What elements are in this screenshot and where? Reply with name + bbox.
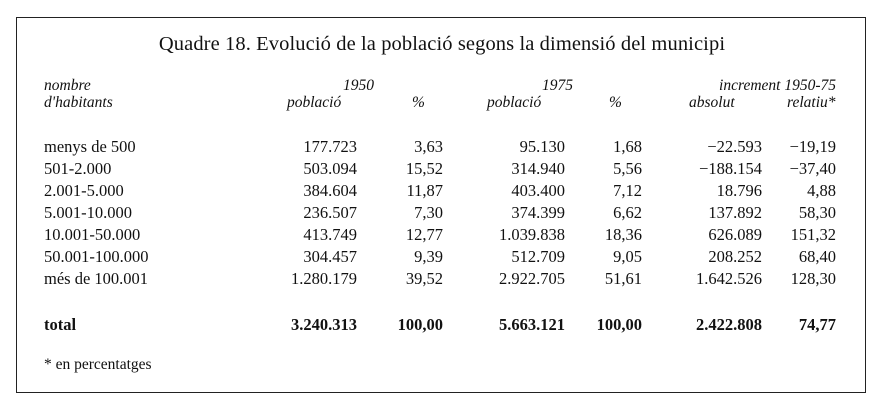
- cell-pop-1950: 1.280.179: [291, 269, 357, 288]
- cell-pop-1975: 314.940: [511, 159, 565, 178]
- cell-abs: 1.642.526: [696, 269, 762, 288]
- cell-pct-1975: 7,12: [613, 181, 642, 200]
- cell-rel: −37,40: [789, 159, 836, 178]
- cell-pct-1975: 18,36: [604, 225, 642, 244]
- cell-pct-1975: 5,56: [613, 159, 642, 178]
- cell-abs: −188.154: [699, 159, 762, 178]
- cell-abs: 626.089: [708, 225, 762, 244]
- total-abs: 2.422.808: [696, 315, 762, 334]
- cell-rel: 151,32: [790, 225, 836, 244]
- row-label: 2.001-5.000: [44, 181, 124, 200]
- cell-pop-1950: 236.507: [303, 203, 357, 222]
- total-pct-1950: 100,00: [397, 315, 443, 334]
- cell-rel: 4,88: [807, 181, 836, 200]
- cell-abs: 208.252: [708, 247, 762, 266]
- cell-pop-1975: 512.709: [511, 247, 565, 266]
- total-rel: 74,77: [798, 315, 836, 334]
- cell-pct-1975: 6,62: [613, 203, 642, 222]
- cell-pct-1975: 9,05: [613, 247, 642, 266]
- cell-pct-1975: 1,68: [613, 137, 642, 156]
- header-pct-1975: %: [609, 94, 622, 111]
- cell-pop-1975: 1.039.838: [499, 225, 565, 244]
- cell-pop-1975: 2.922.705: [499, 269, 565, 288]
- row-label: 501-2.000: [44, 159, 112, 178]
- cell-pop-1950: 413.749: [303, 225, 357, 244]
- cell-abs: 18.796: [716, 181, 762, 200]
- cell-pop-1950: 304.457: [303, 247, 357, 266]
- row-label: 5.001-10.000: [44, 203, 132, 222]
- row-label: menys de 500: [44, 137, 136, 156]
- table-title: Quadre 18. Evolució de la població segons la dimensió del municipi: [158, 33, 726, 55]
- cell-pop-1975: 374.399: [511, 203, 565, 222]
- cell-pct-1950: 15,52: [405, 159, 443, 178]
- header-poblacio-1975: població: [487, 94, 542, 111]
- cell-abs: −22.593: [707, 137, 762, 156]
- footnote: * en percentatges: [44, 356, 152, 373]
- cell-rel: 128,30: [790, 269, 836, 288]
- total-label: total: [44, 315, 77, 334]
- cell-pop-1950: 503.094: [303, 159, 357, 178]
- cell-pop-1975: 95.130: [519, 137, 565, 156]
- header-year-1975: 1975: [542, 77, 573, 94]
- cell-pop-1950: 384.604: [303, 181, 357, 200]
- total-pct-1975: 100,00: [596, 315, 642, 334]
- header-col0-line1: nombre: [44, 77, 91, 94]
- header-relatiu: relatiu*: [787, 94, 836, 111]
- cell-rel: 58,30: [798, 203, 836, 222]
- total-pop-1975: 5.663.121: [499, 315, 565, 334]
- total-pop-1950: 3.240.313: [291, 315, 357, 334]
- cell-abs: 137.892: [708, 203, 762, 222]
- header-poblacio-1950: població: [287, 94, 342, 111]
- cell-pct-1950: 7,30: [414, 203, 443, 222]
- cell-rel: −19,19: [789, 137, 836, 156]
- header-year-1950: 1950: [343, 77, 374, 94]
- cell-pct-1950: 9,39: [414, 247, 443, 266]
- row-label: 50.001-100.000: [44, 247, 149, 266]
- header-increment: increment 1950-75: [719, 77, 836, 94]
- row-label: 10.001-50.000: [44, 225, 141, 244]
- cell-pct-1950: 39,52: [405, 269, 443, 288]
- cell-pop-1975: 403.400: [511, 181, 565, 200]
- cell-pop-1950: 177.723: [303, 137, 357, 156]
- row-label: més de 100.001: [44, 269, 149, 288]
- cell-pct-1950: 3,63: [414, 137, 443, 156]
- cell-pct-1975: 51,61: [604, 269, 642, 288]
- cell-pct-1950: 11,87: [406, 181, 443, 200]
- cell-pct-1950: 12,77: [405, 225, 443, 244]
- cell-rel: 68,40: [798, 247, 836, 266]
- header-col0-line2: d'habitants: [44, 94, 113, 111]
- header-absolut: absolut: [689, 94, 735, 111]
- header-pct-1950: %: [412, 94, 425, 111]
